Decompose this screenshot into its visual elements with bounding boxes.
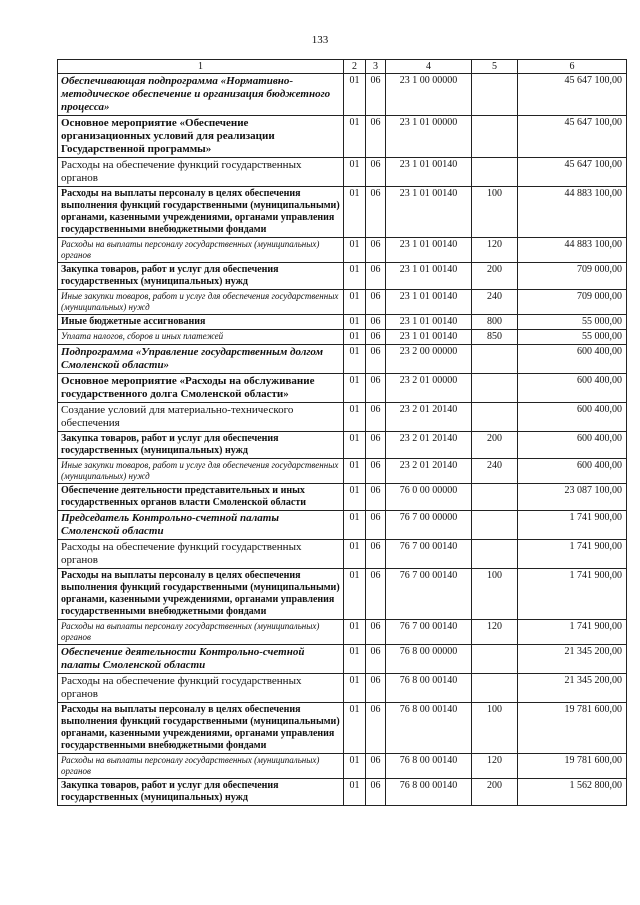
table-row xyxy=(58,459,627,484)
amount-cell: 600 400,00 xyxy=(518,432,627,459)
expense-type-cell xyxy=(472,374,518,403)
description-cell: Иные бюджетные ассигнования xyxy=(58,315,344,330)
target-article-cell: 23 1 01 00140 xyxy=(386,315,472,330)
section-cell: 01 xyxy=(344,779,366,806)
description-cell: Закупка товаров, работ и услуг для обеспечения государственных (муниципальных) нужд xyxy=(58,263,344,290)
description-cell: Подпрограмма «Управление государственным долгом Смоленской области» xyxy=(58,345,344,374)
description-cell: Расходы на выплаты персоналу государственных (муниципальных) органов xyxy=(58,238,344,263)
amount-cell: 19 781 600,00 xyxy=(518,754,627,779)
table-row xyxy=(58,432,627,459)
subsection-cell: 06 xyxy=(366,432,386,459)
table-row xyxy=(58,238,627,263)
expense-type-cell xyxy=(472,674,518,703)
table-row xyxy=(58,315,627,330)
expense-type-cell xyxy=(472,74,518,116)
table-body xyxy=(58,74,627,806)
table-row xyxy=(58,403,627,432)
expense-type-cell: 100 xyxy=(472,187,518,238)
amount-cell: 1 562 800,00 xyxy=(518,779,627,806)
subsection-cell: 06 xyxy=(366,645,386,674)
section-cell: 01 xyxy=(344,754,366,779)
table-row xyxy=(58,645,627,674)
section-cell: 01 xyxy=(344,116,366,158)
description-cell: Иные закупки товаров, работ и услуг для обеспечения государственных (муниципальных) нужд xyxy=(58,290,344,315)
expense-type-cell: 120 xyxy=(472,620,518,645)
expense-type-cell: 120 xyxy=(472,754,518,779)
subsection-cell: 06 xyxy=(366,703,386,754)
target-article-cell: 23 2 01 00000 xyxy=(386,374,472,403)
description-cell: Закупка товаров, работ и услуг для обеспечения государственных (муниципальных) нужд xyxy=(58,432,344,459)
description-cell: Расходы на выплаты персоналу государственных (муниципальных) органов xyxy=(58,620,344,645)
amount-cell: 45 647 100,00 xyxy=(518,116,627,158)
section-cell: 01 xyxy=(344,645,366,674)
amount-cell: 55 000,00 xyxy=(518,330,627,345)
expense-type-cell xyxy=(472,116,518,158)
header-cell: 5 xyxy=(472,60,518,74)
amount-cell: 600 400,00 xyxy=(518,345,627,374)
section-cell: 01 xyxy=(344,290,366,315)
target-article-cell: 76 8 00 00000 xyxy=(386,645,472,674)
table-row xyxy=(58,569,627,620)
section-cell: 01 xyxy=(344,330,366,345)
section-cell: 01 xyxy=(344,158,366,187)
page-number: 133 xyxy=(311,34,329,46)
subsection-cell: 06 xyxy=(366,290,386,315)
section-cell: 01 xyxy=(344,484,366,511)
section-cell: 01 xyxy=(344,345,366,374)
description-cell: Расходы на обеспечение функций государственных органов xyxy=(58,158,344,187)
expense-type-cell xyxy=(472,345,518,374)
description-cell: Иные закупки товаров, работ и услуг для обеспечения государственных (муниципальных) нужд xyxy=(58,459,344,484)
description-cell: Создание условий для материально-технического обеспечения xyxy=(58,403,344,432)
description-cell: Основное мероприятие «Обеспечение организационных условий для реализации Государственной программы» xyxy=(58,116,344,158)
target-article-cell: 23 1 01 00140 xyxy=(386,330,472,345)
section-cell: 01 xyxy=(344,620,366,645)
amount-cell: 44 883 100,00 xyxy=(518,238,627,263)
section-cell: 01 xyxy=(344,238,366,263)
expense-type-cell: 240 xyxy=(472,459,518,484)
target-article-cell: 76 8 00 00140 xyxy=(386,779,472,806)
target-article-cell: 23 2 01 20140 xyxy=(386,403,472,432)
subsection-cell: 06 xyxy=(366,74,386,116)
subsection-cell: 06 xyxy=(366,116,386,158)
description-cell: Расходы на обеспечение функций государственных органов xyxy=(58,540,344,569)
section-cell: 01 xyxy=(344,569,366,620)
target-article-cell: 76 7 00 00000 xyxy=(386,511,472,540)
section-cell: 01 xyxy=(344,403,366,432)
expense-type-cell xyxy=(472,511,518,540)
target-article-cell: 76 7 00 00140 xyxy=(386,569,472,620)
description-cell: Обеспечение деятельности представительных и иных государственных органов власти Смоленской области xyxy=(58,484,344,511)
table-row xyxy=(58,374,627,403)
expense-type-cell: 120 xyxy=(472,238,518,263)
expense-type-cell xyxy=(472,540,518,569)
subsection-cell: 06 xyxy=(366,540,386,569)
table-row xyxy=(58,187,627,238)
expense-type-cell xyxy=(472,403,518,432)
section-cell: 01 xyxy=(344,540,366,569)
section-cell: 01 xyxy=(344,187,366,238)
expense-type-cell: 100 xyxy=(472,569,518,620)
section-cell: 01 xyxy=(344,432,366,459)
expense-type-cell xyxy=(472,645,518,674)
target-article-cell: 23 1 01 00140 xyxy=(386,238,472,263)
description-cell: Закупка товаров, работ и услуг для обеспечения государственных (муниципальных) нужд xyxy=(58,779,344,806)
table-row xyxy=(58,263,627,290)
target-article-cell: 76 8 00 00140 xyxy=(386,674,472,703)
table-row xyxy=(58,540,627,569)
expense-type-cell: 240 xyxy=(472,290,518,315)
description-cell: Расходы на выплаты персоналу в целях обеспечения выполнения функций государственными (муниципальными) органами, казенными учреждениями, органами управления государственными внебюджетными фондами xyxy=(58,187,344,238)
target-article-cell: 23 1 01 00140 xyxy=(386,290,472,315)
target-article-cell: 23 1 01 00140 xyxy=(386,187,472,238)
section-cell: 01 xyxy=(344,263,366,290)
amount-cell: 55 000,00 xyxy=(518,315,627,330)
target-article-cell: 23 1 00 00000 xyxy=(386,74,472,116)
description-cell: Основное мероприятие «Расходы на обслуживание государственного долга Смоленской области» xyxy=(58,374,344,403)
target-article-cell: 23 1 01 00000 xyxy=(386,116,472,158)
subsection-cell: 06 xyxy=(366,315,386,330)
table-row xyxy=(58,74,627,116)
table-row xyxy=(58,330,627,345)
amount-cell: 19 781 600,00 xyxy=(518,703,627,754)
section-cell: 01 xyxy=(344,703,366,754)
subsection-cell: 06 xyxy=(366,569,386,620)
amount-cell: 709 000,00 xyxy=(518,290,627,315)
amount-cell: 1 741 900,00 xyxy=(518,511,627,540)
target-article-cell: 23 2 01 20140 xyxy=(386,459,472,484)
table-row xyxy=(58,158,627,187)
amount-cell: 45 647 100,00 xyxy=(518,74,627,116)
header-cell: 6 xyxy=(518,60,627,74)
target-article-cell: 76 7 00 00140 xyxy=(386,540,472,569)
target-article-cell: 23 1 01 00140 xyxy=(386,263,472,290)
expense-type-cell: 800 xyxy=(472,315,518,330)
subsection-cell: 06 xyxy=(366,674,386,703)
table-row xyxy=(58,290,627,315)
subsection-cell: 06 xyxy=(366,374,386,403)
table-row xyxy=(58,779,627,806)
header-cell: 2 xyxy=(344,60,366,74)
header-row xyxy=(58,60,627,74)
expense-type-cell: 200 xyxy=(472,779,518,806)
description-cell: Расходы на выплаты персоналу в целях обеспечения выполнения функций государственными (муниципальными) органами, казенными учреждениями, органами управления государственными внебюджетными фондами xyxy=(58,569,344,620)
expense-type-cell xyxy=(472,484,518,511)
target-article-cell: 76 7 00 00140 xyxy=(386,620,472,645)
subsection-cell: 06 xyxy=(366,754,386,779)
table-row xyxy=(58,345,627,374)
description-cell: Председатель Контрольно-счетной палаты Смоленской области xyxy=(58,511,344,540)
amount-cell: 1 741 900,00 xyxy=(518,540,627,569)
subsection-cell: 06 xyxy=(366,330,386,345)
target-article-cell: 76 8 00 00140 xyxy=(386,754,472,779)
description-cell: Уплата налогов, сборов и иных платежей xyxy=(58,330,344,345)
description-cell: Расходы на выплаты персоналу в целях обеспечения выполнения функций государственными (муниципальными) органами, казенными учреждениями, органами управления государственными внебюджетными фондами xyxy=(58,703,344,754)
amount-cell: 1 741 900,00 xyxy=(518,620,627,645)
section-cell: 01 xyxy=(344,374,366,403)
amount-cell: 600 400,00 xyxy=(518,374,627,403)
description-cell: Обеспечение деятельности Контрольно-счетной палаты Смоленской области xyxy=(58,645,344,674)
amount-cell: 21 345 200,00 xyxy=(518,674,627,703)
subsection-cell: 06 xyxy=(366,459,386,484)
table-row xyxy=(58,703,627,754)
expense-type-cell: 850 xyxy=(472,330,518,345)
header-cell: 3 xyxy=(366,60,386,74)
table-row xyxy=(58,484,627,511)
header-cell: 4 xyxy=(386,60,472,74)
target-article-cell: 23 2 00 00000 xyxy=(386,345,472,374)
target-article-cell: 76 0 00 00000 xyxy=(386,484,472,511)
section-cell: 01 xyxy=(344,315,366,330)
header-cell: 1 xyxy=(58,60,344,74)
table-row xyxy=(58,754,627,779)
subsection-cell: 06 xyxy=(366,238,386,263)
amount-cell: 600 400,00 xyxy=(518,459,627,484)
target-article-cell: 23 1 01 00140 xyxy=(386,158,472,187)
description-cell: Расходы на обеспечение функций государственных органов xyxy=(58,674,344,703)
subsection-cell: 06 xyxy=(366,158,386,187)
amount-cell: 21 345 200,00 xyxy=(518,645,627,674)
target-article-cell: 23 2 01 20140 xyxy=(386,432,472,459)
table-row xyxy=(58,674,627,703)
description-cell: Обеспечивающая подпрограмма «Нормативно-методическое обеспечение и организация бюджетного процесса» xyxy=(58,74,344,116)
expense-type-cell xyxy=(472,158,518,187)
subsection-cell: 06 xyxy=(366,620,386,645)
subsection-cell: 06 xyxy=(366,187,386,238)
amount-cell: 23 087 100,00 xyxy=(518,484,627,511)
budget-table xyxy=(57,59,627,806)
subsection-cell: 06 xyxy=(366,263,386,290)
amount-cell: 709 000,00 xyxy=(518,263,627,290)
section-cell: 01 xyxy=(344,511,366,540)
amount-cell: 44 883 100,00 xyxy=(518,187,627,238)
subsection-cell: 06 xyxy=(366,511,386,540)
description-cell: Расходы на выплаты персоналу государственных (муниципальных) органов xyxy=(58,754,344,779)
subsection-cell: 06 xyxy=(366,779,386,806)
section-cell: 01 xyxy=(344,674,366,703)
expense-type-cell: 100 xyxy=(472,703,518,754)
amount-cell: 45 647 100,00 xyxy=(518,158,627,187)
amount-cell: 600 400,00 xyxy=(518,403,627,432)
section-cell: 01 xyxy=(344,459,366,484)
subsection-cell: 06 xyxy=(366,345,386,374)
subsection-cell: 06 xyxy=(366,484,386,511)
expense-type-cell: 200 xyxy=(472,432,518,459)
table-row xyxy=(58,620,627,645)
table-row xyxy=(58,116,627,158)
amount-cell: 1 741 900,00 xyxy=(518,569,627,620)
target-article-cell: 76 8 00 00140 xyxy=(386,703,472,754)
section-cell: 01 xyxy=(344,74,366,116)
subsection-cell: 06 xyxy=(366,403,386,432)
table-row xyxy=(58,511,627,540)
expense-type-cell: 200 xyxy=(472,263,518,290)
